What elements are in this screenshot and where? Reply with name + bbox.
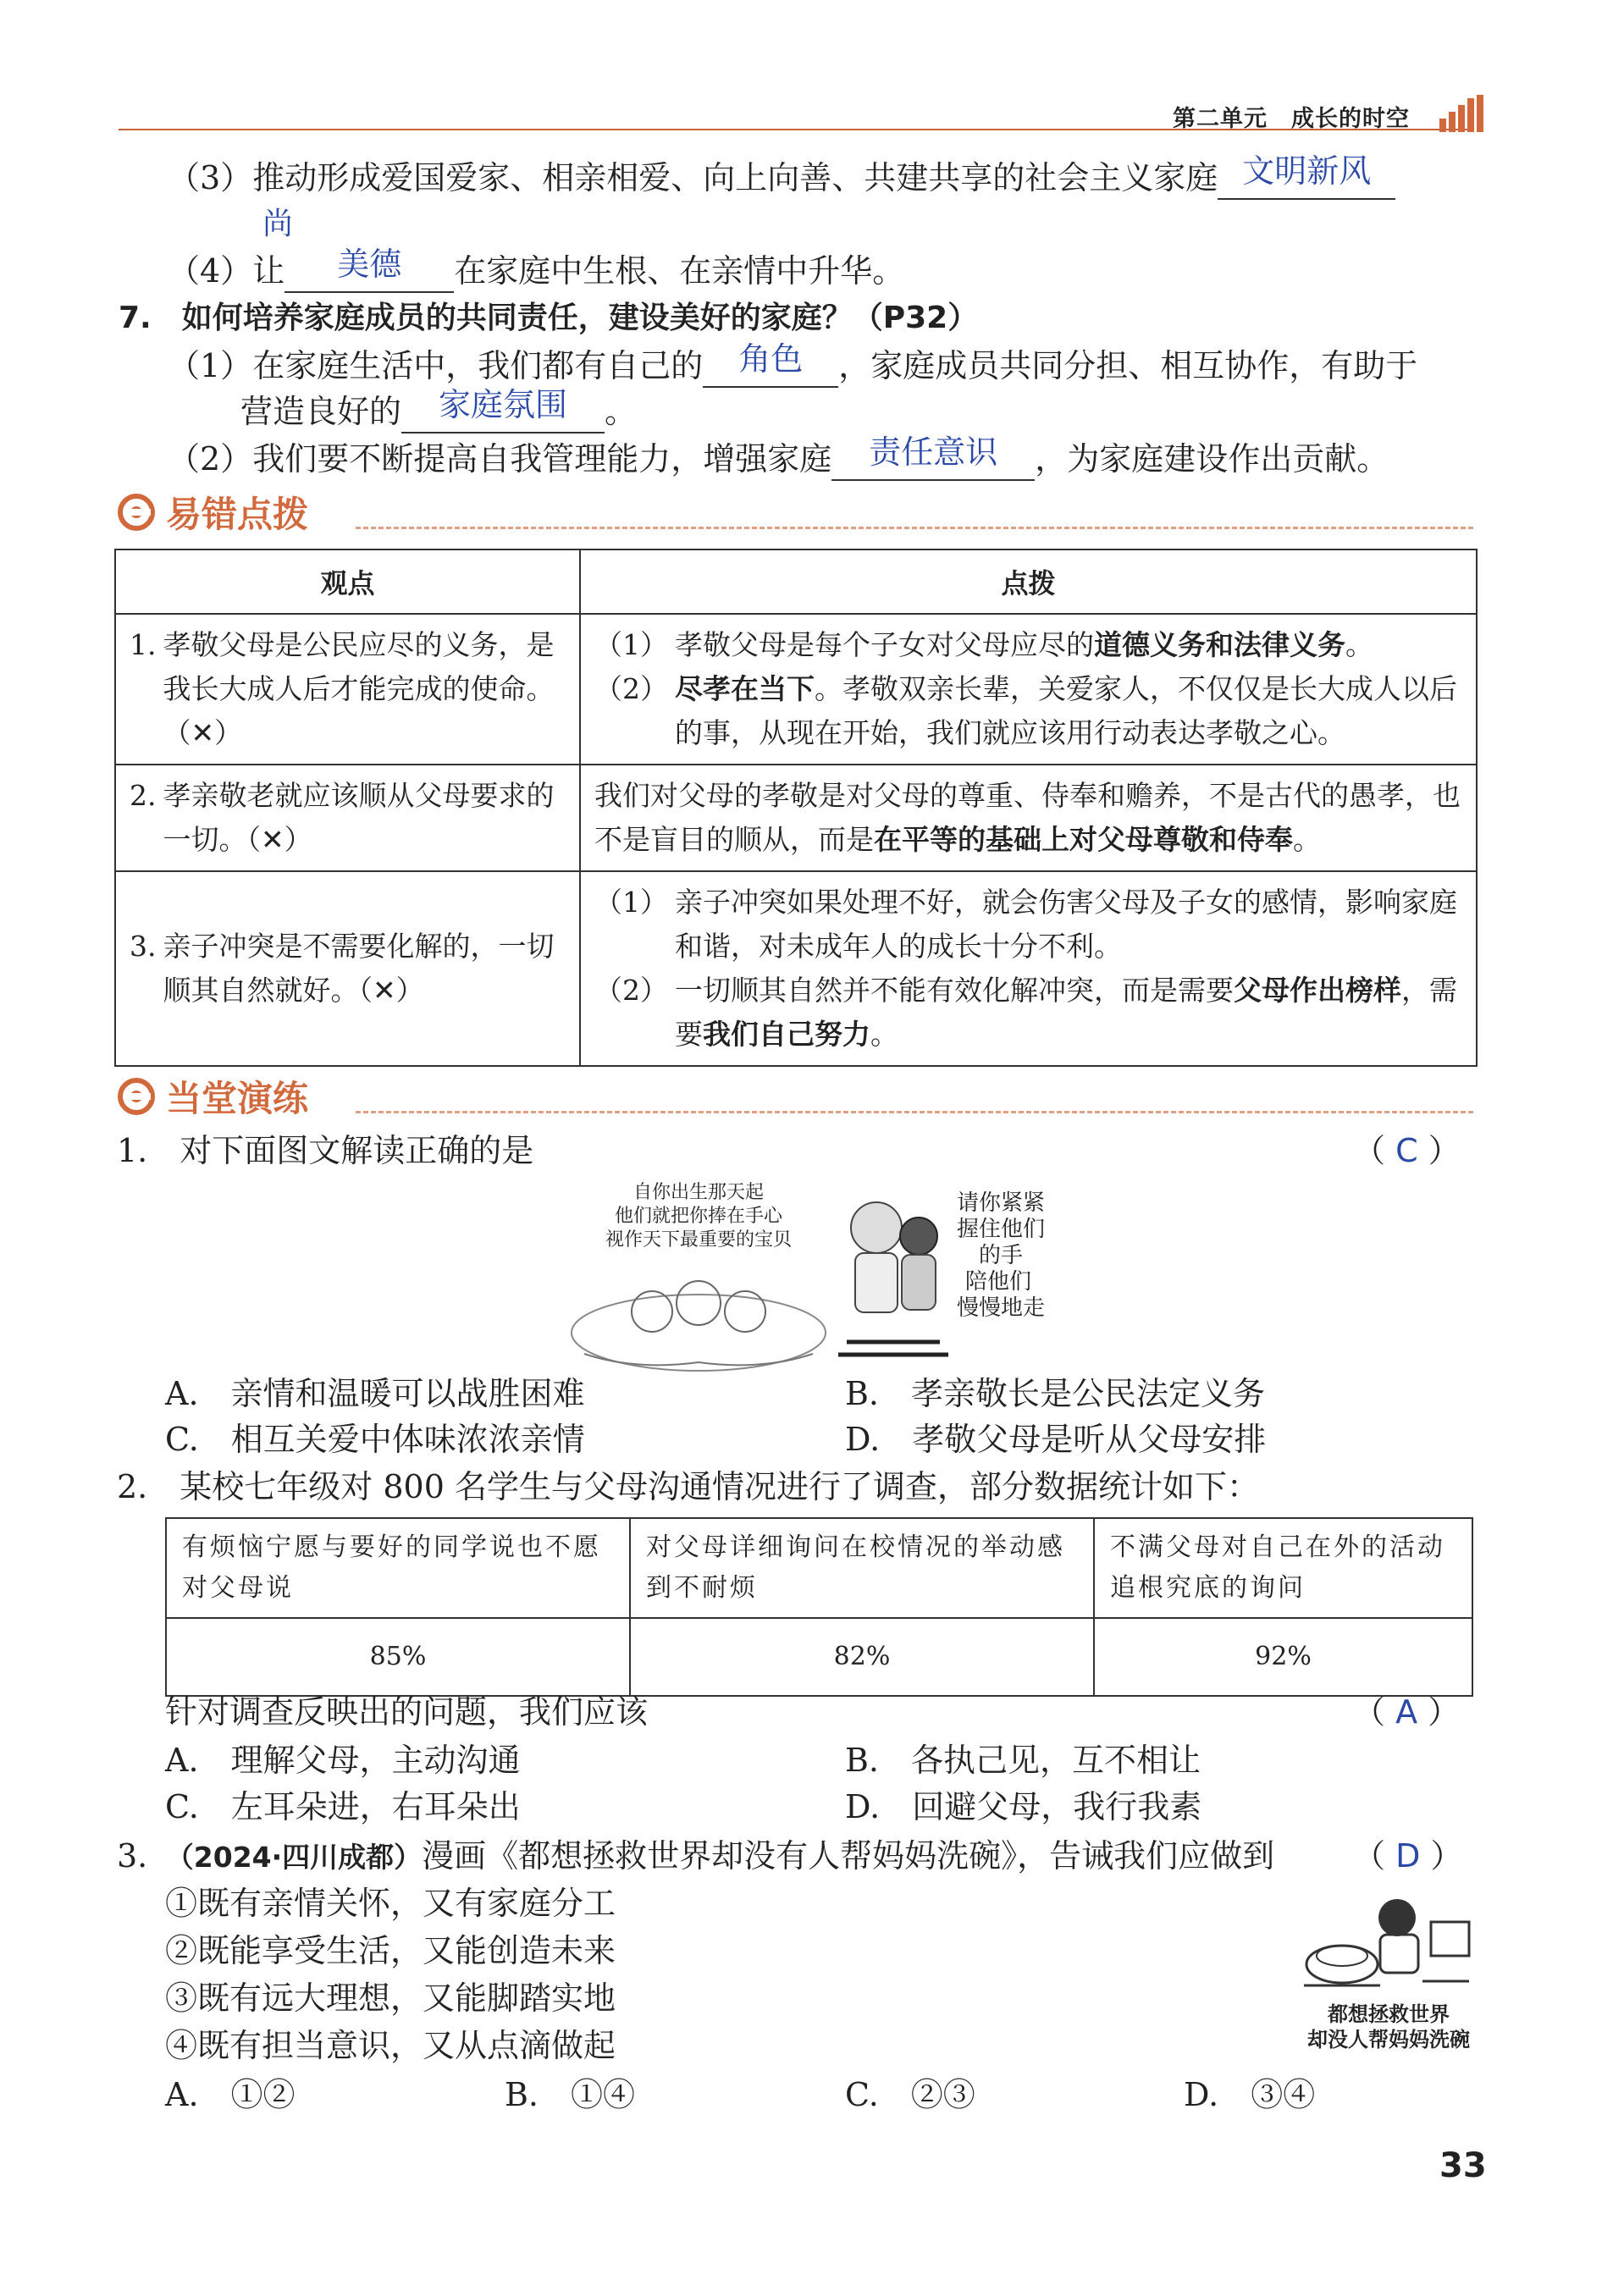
- ex3-answer: （ D ）: [1353, 1837, 1463, 1875]
- cartoon-dishes-icon: [1295, 1888, 1482, 1998]
- ex3-statement-2: ②既能享受生活，又能创造未来: [165, 1932, 616, 1969]
- tips-header-comment: 点拨: [580, 549, 1477, 614]
- table-row: 3. 亲子冲突是不需要化解的，一切顺其自然就好。（✕） （1） 亲子冲突如果处理不好，就会伤害父母及子女的感情，影响家庭和谐，对未成年人的成长十分不利。 （2） 一切顺其自然并不能有效化解冲突，而是需要父母作出榜样，需要我们自己努力。: [115, 871, 1477, 1066]
- ex2-option-d[interactable]: D. 回避父母，我行我素: [845, 1788, 1202, 1825]
- ex2-question: 针对调查反映出的问题，我们应该: [165, 1693, 649, 1731]
- ex1-option-d[interactable]: D. 孝敬父母是听从父母安排: [845, 1421, 1267, 1458]
- q7-title: 7. 如何培养家庭成员的共同责任，建设美好的家庭？（P32）: [119, 301, 979, 335]
- q6-item3: （3）推动形成爱国爱家、相亲相爱、向上向善、共建共享的社会主义家庭 文明新风: [168, 157, 1395, 200]
- running-header: 第二单元 成长的时空: [1173, 106, 1410, 132]
- ex2-stem: 2. 某校七年级对 800 名学生与父母沟通情况进行了调查，部分数据统计如下：: [117, 1468, 1259, 1505]
- ex1-option-b[interactable]: B. 孝亲敬长是公民法定义务: [845, 1375, 1266, 1412]
- q7-item1-line2: 营造良好的 家庭氛围 。: [240, 391, 637, 433]
- table-row: 1. 孝敬父母是公民应尽的义务，是我长大成人后才能完成的使命。（✕） （1） 孝敬父母是每个子女对父母应尽的道德义务和法律义务。 （2） 尽孝在当下。孝敬双亲长辈，关爱家人，不仅仅是长大成人以后的事，从现在开始，我们就应该用行动表达孝敬之心。: [115, 614, 1477, 765]
- target-icon: [117, 1077, 156, 1116]
- answer-blank: 文明新风: [1218, 157, 1395, 200]
- tips-table: [114, 549, 1478, 1067]
- ex3-option-d[interactable]: D. ③④: [1184, 2076, 1316, 2113]
- ex2-option-a[interactable]: A. 理解父母，主动沟通: [165, 1742, 521, 1779]
- ex3-option-a[interactable]: A. ①②: [165, 2076, 296, 2113]
- ex3-option-c[interactable]: C. ②③: [845, 2076, 975, 2113]
- table-row: 85% 82% 92%: [166, 1618, 1472, 1696]
- tips-header-view: 观点: [115, 549, 580, 614]
- section-header-mistakes: 易错点拨: [117, 487, 308, 538]
- q6-item4: （4）让 美德 在家庭中生根、在亲情中升华。: [168, 251, 904, 293]
- answer-blank: 角色: [703, 345, 838, 388]
- section-header-practice: 当堂演练: [117, 1071, 308, 1122]
- ex1-illustration-right: 请你紧紧 握住他们 的手 陪他们 慢慢地走: [830, 1185, 1075, 1363]
- section-divider: [356, 1111, 1473, 1113]
- target-icon: [117, 493, 156, 532]
- family-hands-icon: [559, 1252, 838, 1379]
- ex1-option-a[interactable]: A. 亲情和温暖可以战胜困难: [165, 1375, 585, 1412]
- table-row: 2. 孝亲敬老就应该顺从父母要求的一切。（✕） 我们对父母的孝敬是对父母的尊重、侍奉和赡养，不是古代的愚孝，也不是盲目的顺从，而是在平等的基础上对父母尊敬和侍奉。: [115, 765, 1477, 871]
- walking-couple-icon: [830, 1185, 957, 1363]
- ex1-option-c[interactable]: C. 相互关爱中体味浓浓亲情: [165, 1421, 585, 1458]
- ex3-option-b[interactable]: B. ①④: [505, 2076, 636, 2113]
- ex1-stem: 1. 对下面图文解读正确的是: [117, 1132, 534, 1169]
- section-divider: [356, 527, 1473, 529]
- table-row: 有烦恼宁愿与要好的同学说也不愿对父母说 对父母详细询问在校情况的举动感到不耐烦 不满父母对自己在外的活动追根究底的询问: [166, 1518, 1472, 1618]
- ex2-answer: （ A ）: [1353, 1693, 1461, 1731]
- ex3-statement-3: ③既有远大理想，又能脚踏实地: [165, 1980, 616, 2017]
- answer-blank: 家庭氛围: [401, 391, 605, 433]
- survey-table: [165, 1517, 1473, 1697]
- answer-blank: 责任意识: [831, 439, 1035, 481]
- ex3-statement-4: ④既有担当意识，又从点滴做起: [165, 2027, 616, 2064]
- ex3-cartoon: 都想拯救世界 却没人帮妈妈洗碗: [1295, 1888, 1482, 2052]
- ex3-statement-1: ①既有亲情关怀，又有家庭分工: [165, 1885, 616, 1922]
- answer-blank: 美德: [284, 251, 454, 293]
- ex2-option-c[interactable]: C. 左耳朵进，右耳朵出: [165, 1788, 521, 1825]
- ex1-illustration-left: 自你出生那天起 他们就把你捧在手心 视作天下最重要的宝贝: [559, 1181, 838, 1383]
- ex1-answer: （ C ）: [1353, 1132, 1461, 1169]
- header-bars-icon: [1439, 95, 1483, 132]
- q7-item1: （1）在家庭生活中，我们都有自己的 角色 ，家庭成员共同分担、相互协作，有助于: [168, 345, 1417, 388]
- page-number: 33: [1439, 2146, 1487, 2185]
- ex3-stem: 3. （2024·四川成都）漫画《都想拯救世界却没有人帮妈妈洗碗》，告诫我们应做到: [117, 1837, 1275, 1875]
- answer-continuation: 尚: [262, 207, 294, 241]
- q7-item2: （2）我们要不断提高自我管理能力，增强家庭 责任意识 ，为家庭建设作出贡献。: [168, 439, 1389, 481]
- ex2-option-b[interactable]: B. 各执己见，互不相让: [845, 1742, 1201, 1779]
